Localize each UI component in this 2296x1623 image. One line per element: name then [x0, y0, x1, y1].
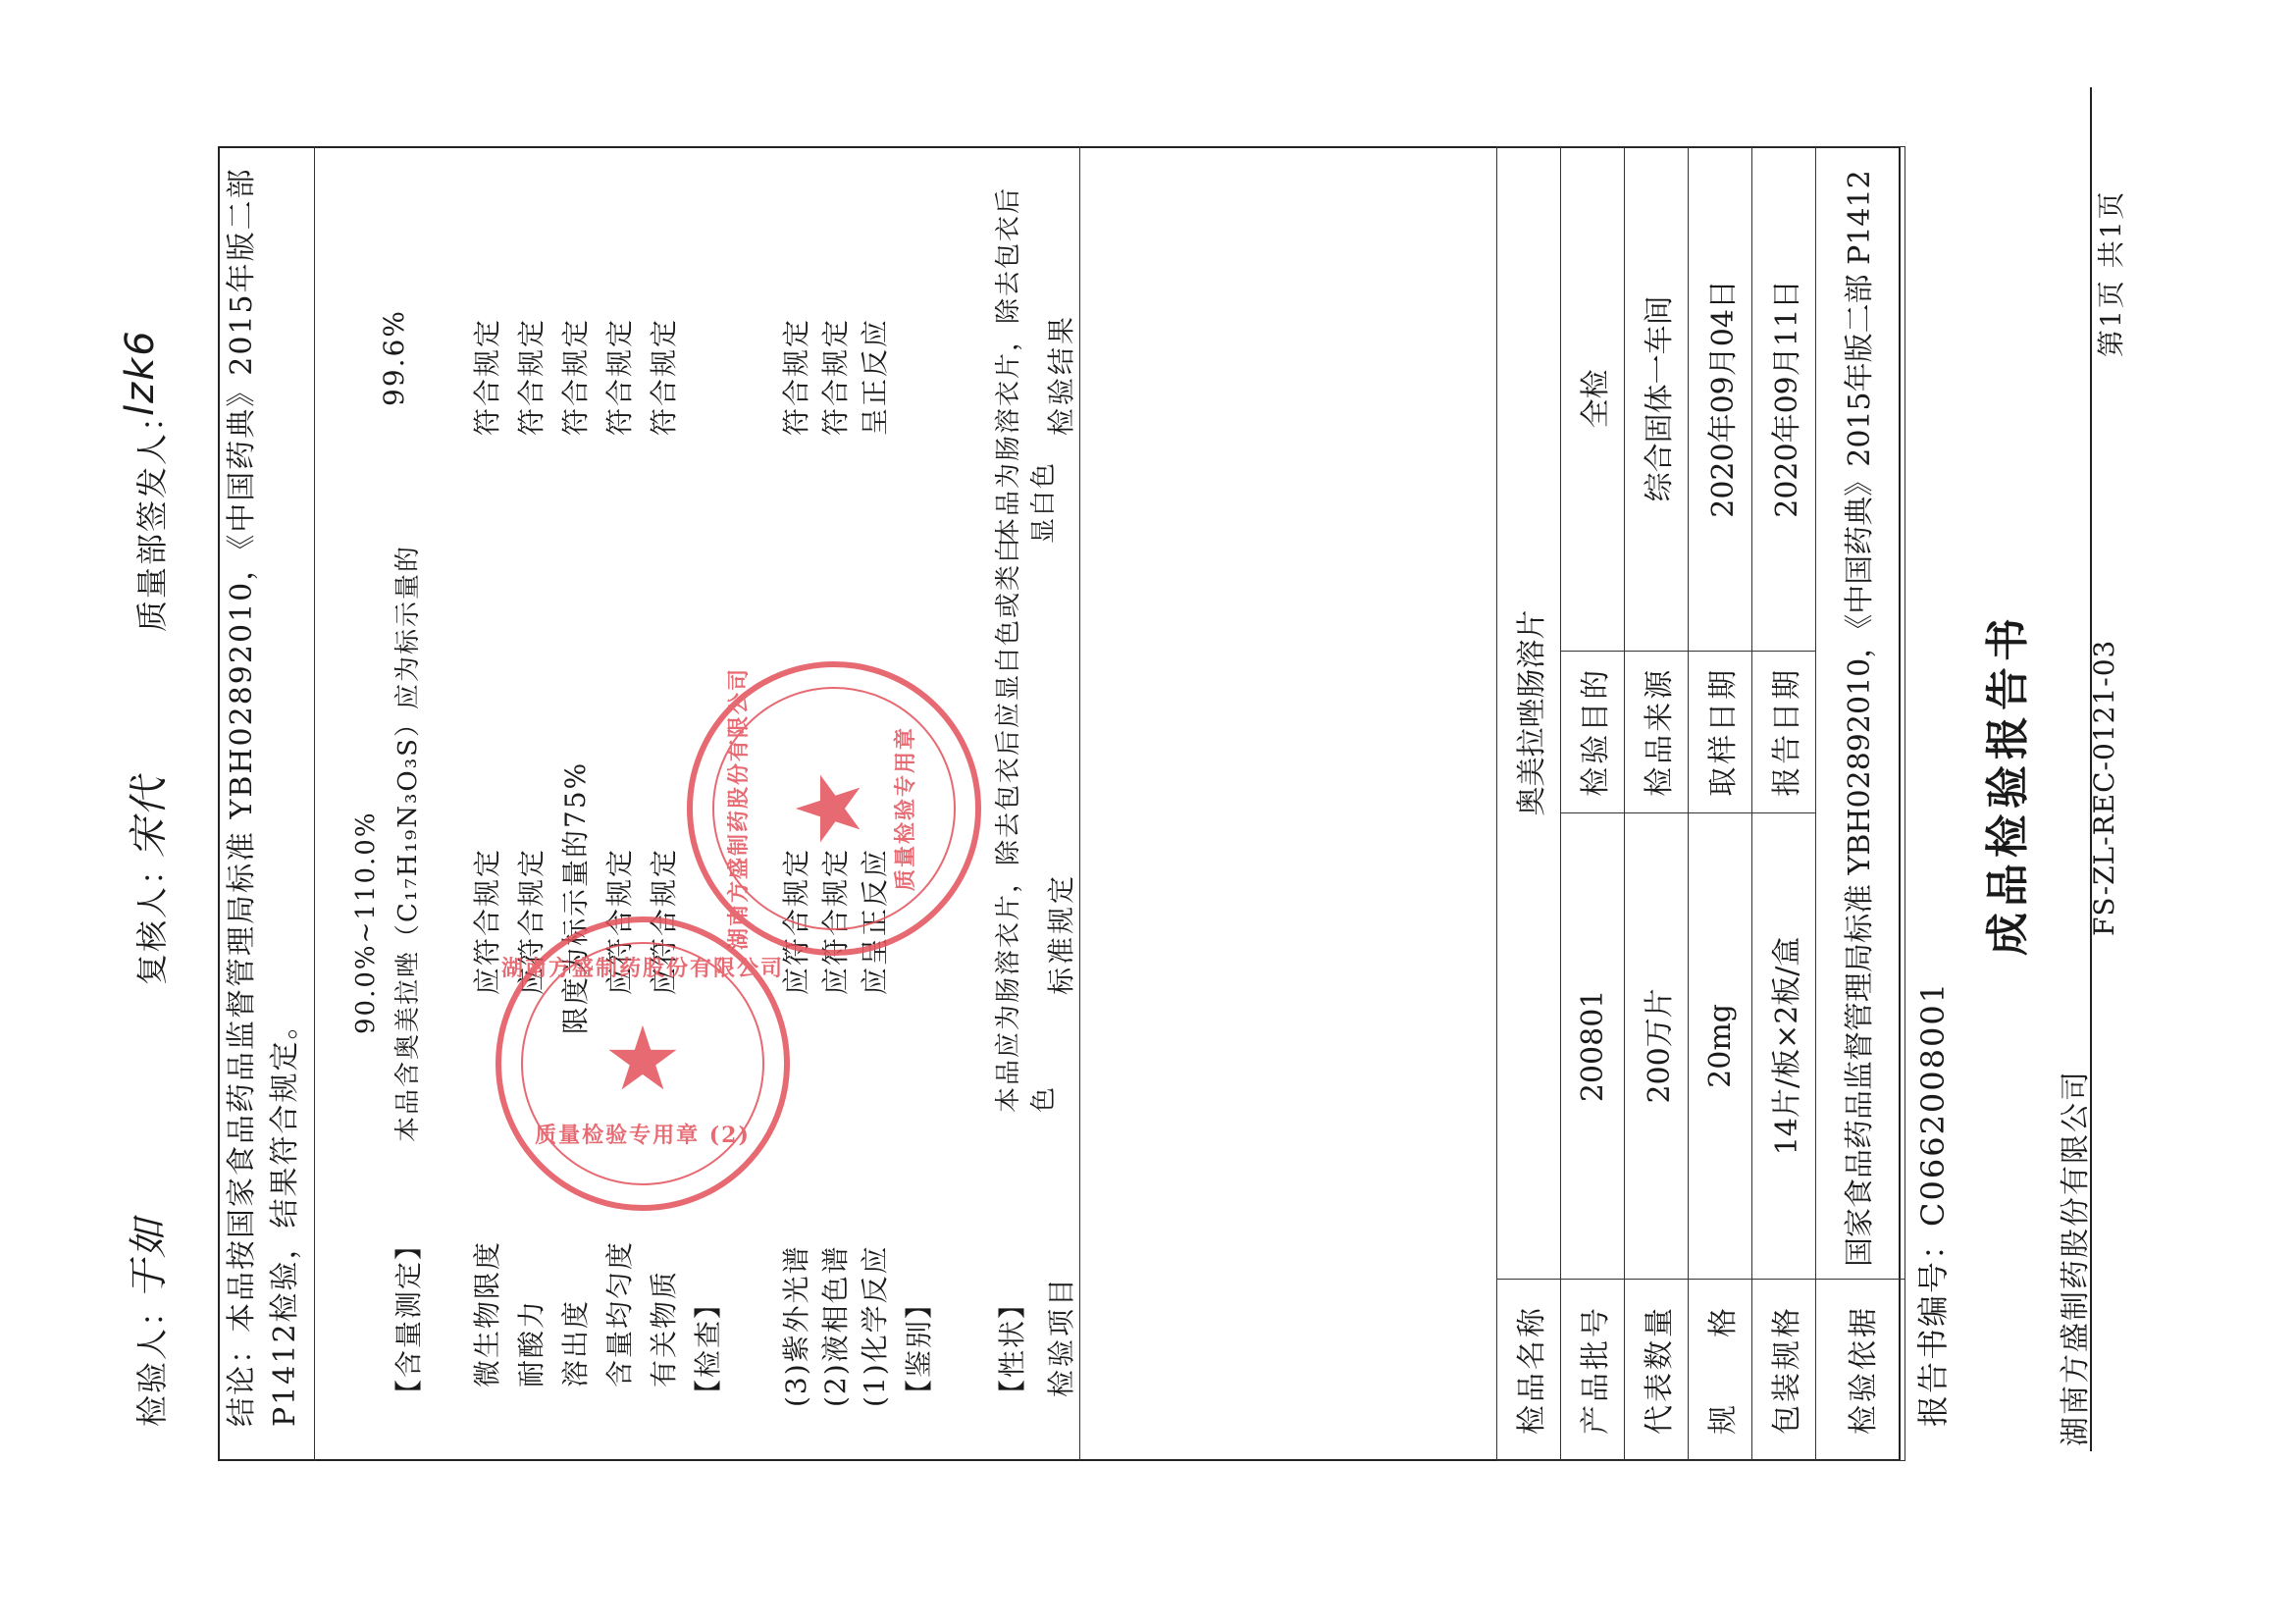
star-icon: ★: [602, 1008, 683, 1111]
product-name-label: 检品名称: [1497, 1280, 1561, 1461]
test-item-2-name: 含量均匀度: [603, 1239, 636, 1387]
column-standard: 标准规定: [1045, 872, 1077, 995]
assay-result: 99.6%: [378, 309, 410, 406]
conclusion-text: 结论：本品按国家食品药品监督管理局标准 YBH02892010，《中国药典》2015年版二部 P1412检验，结果符合规定。: [225, 167, 302, 1427]
inspector-signature: 于如: [127, 1217, 172, 1299]
ident-item-3-result: 符合规定: [780, 317, 812, 436]
column-result: 检验结果: [1045, 313, 1077, 436]
test-item-5-name: 微生物限度: [471, 1239, 503, 1387]
reviewer-signature: 宋代: [127, 775, 172, 858]
test-item-5-standard: 应符合规定: [471, 847, 503, 995]
stamp-company-text: 湖南方盛制药股份有限公司: [501, 956, 785, 981]
quantity-label: 代表数量: [1625, 1280, 1689, 1461]
batch-label: 产品批号: [1561, 1280, 1625, 1461]
star-icon: ★: [778, 768, 881, 849]
ident-item-1-standard: 应呈正反应: [859, 847, 891, 995]
ident-item-3-name: (3)紫外光谱: [780, 1244, 812, 1407]
qa-signer-label: 质量部签发人：: [133, 397, 171, 632]
ident-item-2-result: 符合规定: [819, 317, 852, 436]
basis-label: 检验依据: [1816, 1280, 1905, 1461]
test-item-1-name: 有关物质: [648, 1269, 680, 1387]
column-header-rule: [1079, 146, 1080, 1461]
test-item-4-standard: 应符合规定: [515, 847, 548, 995]
test-item-3-result: 符合规定: [559, 317, 592, 436]
page-title: 成品检验报告书: [1983, 612, 2033, 956]
character-label: 【性状】: [996, 1288, 1028, 1407]
character-result: 本品为肠溶衣片，除去包衣后显白色: [994, 185, 1059, 544]
doc-code: FS-ZL-REC-0121-03: [2088, 639, 2120, 936]
stamp-company-text: 湖南方盛制药股份有限公司: [726, 666, 752, 950]
page-number: 第1页 共1页: [2095, 189, 2127, 357]
tests-label: 【检查】: [692, 1288, 724, 1407]
ident-item-1-result: 呈正反应: [859, 317, 891, 436]
conclusion-rule: [314, 146, 315, 1461]
quality-stamp-lower: [496, 916, 790, 1211]
qa-signature: lzk6: [118, 329, 163, 416]
ident-item-2-standard: 应符合规定: [819, 847, 852, 995]
inspector-label: 检验人：: [133, 1292, 171, 1427]
purpose-label: 检验目的: [1561, 651, 1625, 812]
quality-stamp-upper: [687, 661, 981, 956]
basis-value: 国家食品药品监督管理局标准 YBH02892010，《中国药典》2015年版二部 P1412: [1816, 147, 1905, 1280]
sample-date-value: 2020年09月04日: [1689, 147, 1752, 652]
info-table: [1496, 146, 1905, 1461]
table-row: [1689, 147, 1752, 1461]
report-date-label: 报告日期: [1752, 651, 1816, 812]
test-item-2-result: 符合规定: [603, 317, 636, 436]
spec-label: 规 格: [1689, 1280, 1752, 1461]
table-row: [1752, 147, 1816, 1461]
ident-item-3-standard: 应符合规定: [780, 847, 812, 995]
ident-item-2-name: (2)液相色谱: [819, 1244, 852, 1407]
assay-standard-line2: 90.0%~110.0%: [351, 811, 381, 1034]
test-item-5-result: 符合规定: [471, 317, 503, 436]
pack-label: 包装规格: [1752, 1280, 1816, 1461]
pack-value: 14片/板×2板/盒: [1752, 812, 1816, 1279]
product-name-value: 奥美拉唑肠溶片: [1497, 147, 1561, 1280]
report-number: 报告书编号：C0662008001: [1914, 980, 1952, 1427]
assay-standard-line1: 本品含奥美拉唑（C₁₇H₁₉N₃O₃S）应为标示量的: [393, 545, 423, 1142]
test-item-4-result: 符合规定: [515, 317, 548, 436]
sample-date-label: 取样日期: [1689, 651, 1752, 812]
source-value: 综合固体一车间: [1625, 147, 1689, 652]
quantity-value: 200万片: [1625, 812, 1689, 1279]
test-item-1-result: 符合规定: [648, 317, 680, 436]
test-item-3-standard: 限度为标示量的75%: [559, 760, 592, 1034]
ident-item-1-name: (1)化学反应: [859, 1244, 891, 1407]
stamp-sub-text: 质量检验专用章 (2): [535, 1123, 751, 1148]
table-row: [1561, 147, 1625, 1461]
identification-label: 【鉴别】: [903, 1288, 935, 1407]
table-row: [1816, 147, 1905, 1461]
test-item-1-standard: 应符合规定: [648, 847, 680, 995]
purpose-value: 全检: [1561, 147, 1625, 652]
table-row: [1497, 147, 1561, 1461]
test-item-4-name: 耐酸力: [515, 1298, 548, 1387]
spec-value: 20mg: [1689, 812, 1752, 1279]
stamp-sub-text: 质量检验专用章: [893, 726, 918, 892]
assay-label: 【含量测定】: [392, 1230, 425, 1407]
test-item-3-name: 溶出度: [559, 1298, 592, 1387]
batch-value: 200801: [1561, 812, 1625, 1279]
table-row: [1625, 147, 1689, 1461]
test-item-2-standard: 应符合规定: [603, 847, 636, 995]
company-name: 湖南方盛制药股份有限公司: [2059, 1070, 2093, 1446]
report-date-value: 2020年09月11日: [1752, 147, 1816, 652]
reviewer-label: 复核人：: [133, 851, 171, 985]
source-label: 检品来源: [1625, 651, 1689, 812]
column-item: 检验项目: [1045, 1275, 1077, 1397]
character-standard: 本品应为肠溶衣片，除去包衣后应显白色或类白色: [994, 535, 1059, 1113]
